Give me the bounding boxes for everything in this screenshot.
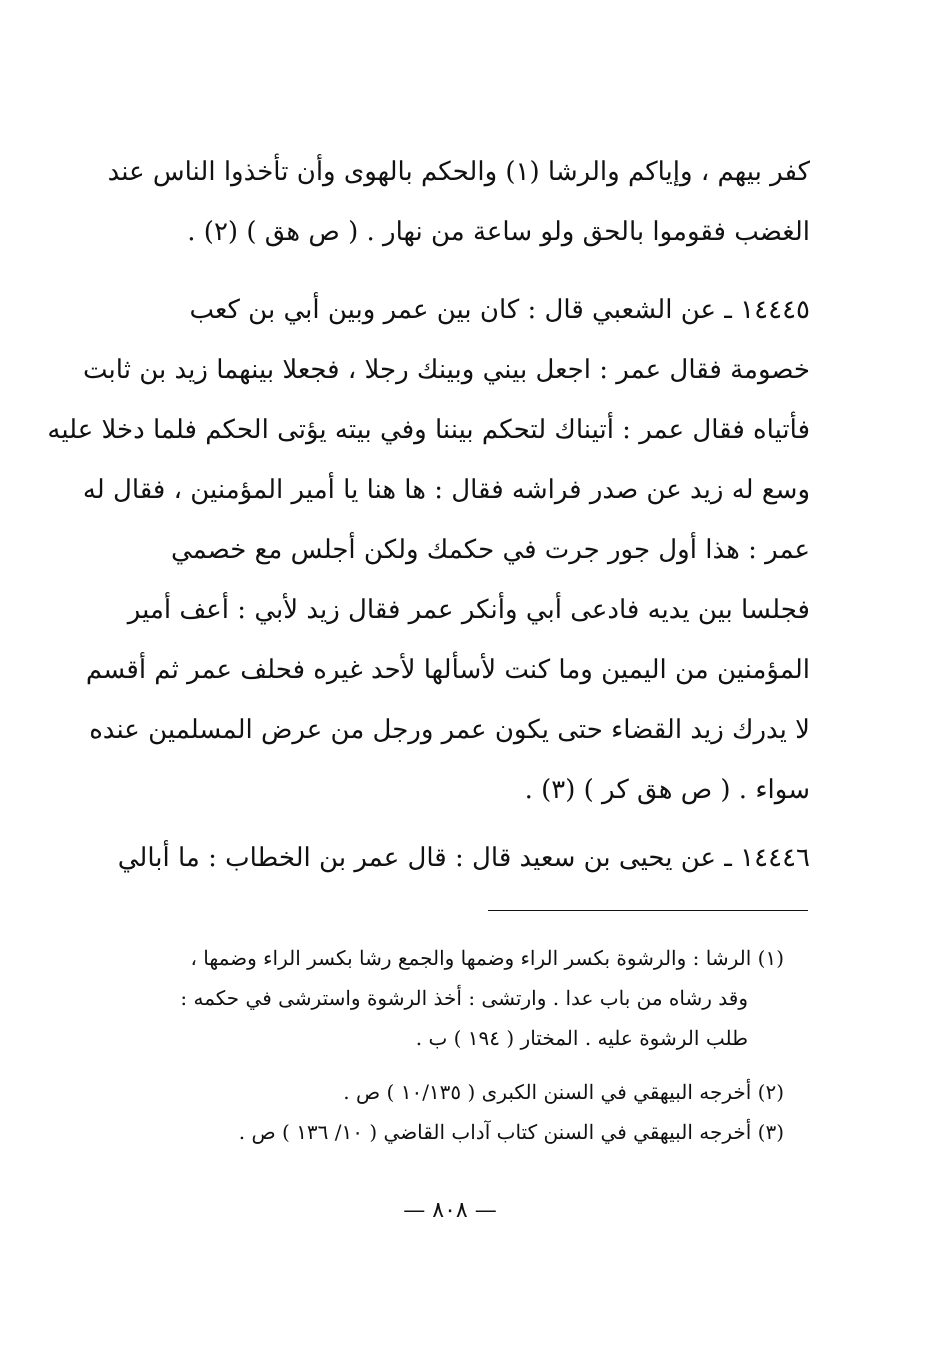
text-line: خصومة فقال عمر : اجعل بيني وبينك رجلا ، فجعلا بينهما زيد بن ثابت <box>83 355 810 385</box>
footnote-2: (٢) أخرجه البيهقي في السنن الكبرى ( ١٠/١٣٥ ) ص . <box>343 1080 784 1104</box>
hadith-14445 <box>47 280 810 820</box>
text-line: كفر بيهم ، وإياكم والرشا (١) والحكم بالهوى وأن تأخذوا الناس عند <box>107 157 810 187</box>
text-line: فأتياه فقال عمر : أتيناك لتحكم بيننا وفي بيته يؤتى الحكم فلما دخلا عليه <box>47 415 810 445</box>
text-line: ١٤٤٤٦ ـ عن يحيى بن سعيد قال : قال عمر بن الخطاب : ما أبالي <box>117 843 810 873</box>
paragraph-continuation <box>100 142 810 262</box>
footnote-3: (٣) أخرجه البيهقي في السنن كتاب آداب القاضي ( ١٠/ ١٣٦ ) ص . <box>238 1120 784 1144</box>
footnote-divider <box>488 910 808 911</box>
text-line: المؤمنين من اليمين وما كنت لأسألها لأحد غيره فحلف عمر ثم أقسم <box>85 655 810 685</box>
footnote-line: طلب الرشوة عليه . المختار ( ١٩٤ ) ب . <box>415 1026 748 1050</box>
text-line: لا يدرك زيد القضاء حتى يكون عمر ورجل من عرض المسلمين عنده <box>89 715 810 745</box>
page-number: — ٨٠٨ — <box>403 1198 497 1223</box>
footnote-line: (١) الرشا : والرشوة بكسر الراء وضمها والجمع رشا بكسر الراء وضمها ، <box>190 946 784 970</box>
text-line: الغضب فقوموا بالحق ولو ساعة من نهار . ( ص هق ) (٢) . <box>187 217 810 247</box>
footnotes-2-3 <box>100 1072 784 1152</box>
text-line: عمر : هذا أول جور جرت في حكمك ولكن أجلس مع خصمي <box>170 535 810 565</box>
text-line: ١٤٤٤٥ ـ عن الشعبي قال : كان بين عمر وبين أبي بن كعب <box>189 295 810 325</box>
footnote-line: وقد رشاه من باب عدا . وارتشى : أخذ الرشوة واسترشى في حكمه : <box>180 986 748 1010</box>
text-line: وسع له زيد عن صدر فراشه فقال : ها هنا يا أمير المؤمنين ، فقال له <box>82 475 810 505</box>
footnote-1 <box>100 938 784 1058</box>
text-line: سواء . ( ص هق كر ) (٣) . <box>524 775 810 805</box>
text-line: فجلسا بين يديه فادعى أبي وأنكر عمر فقال زيد لأبي : أعف أمير <box>127 595 810 625</box>
hadith-14446 <box>100 828 810 888</box>
